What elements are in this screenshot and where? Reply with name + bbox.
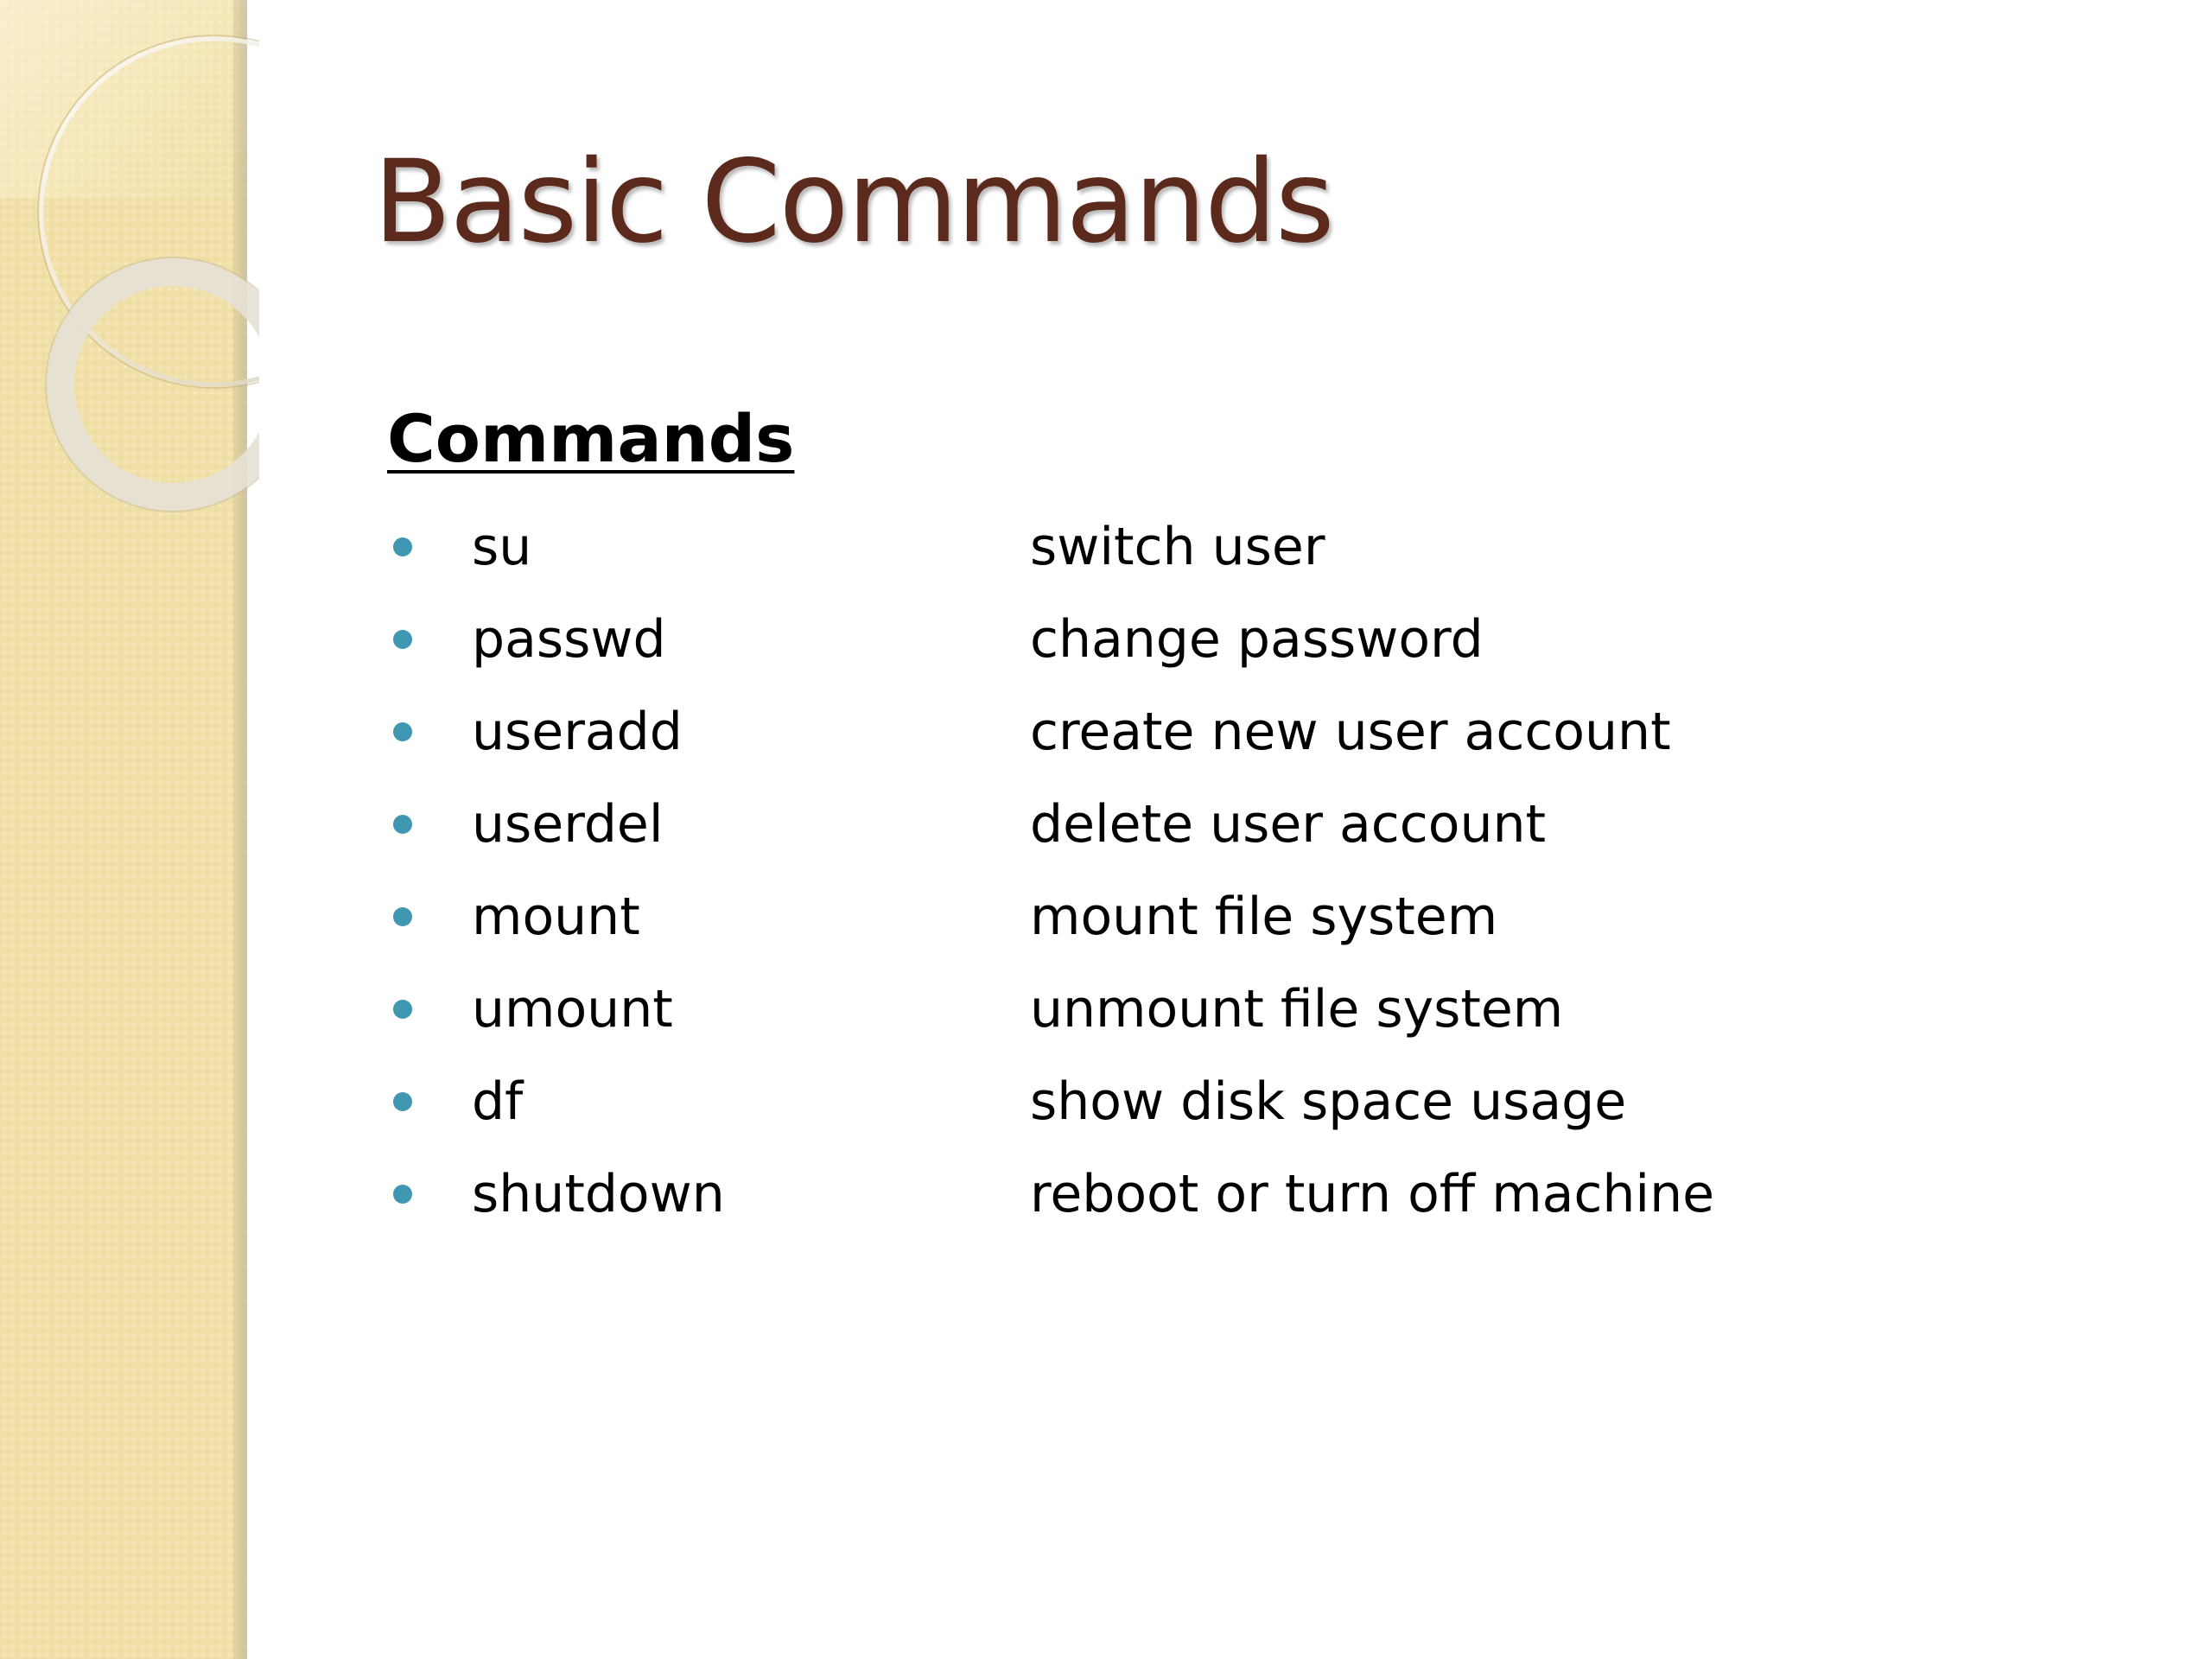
- bullet-icon: [393, 630, 412, 649]
- command-description: change password: [1030, 609, 1484, 670]
- bullet-icon: [393, 815, 412, 834]
- bullet-icon: [393, 1092, 412, 1111]
- list-item: [380, 508, 1763, 601]
- command-name: umount: [472, 979, 673, 1039]
- list-item: [380, 1155, 1763, 1248]
- command-name: userdel: [472, 794, 664, 855]
- command-list: [380, 508, 1763, 1248]
- page-title: Basic Commands: [373, 136, 1333, 269]
- command-description: delete user account: [1030, 794, 1547, 855]
- bullet-icon: [393, 537, 412, 556]
- command-description: reboot or turn off machine: [1030, 1164, 1715, 1224]
- command-name: passwd: [472, 609, 666, 670]
- list-item: [380, 785, 1763, 878]
- decorative-rings: [0, 0, 259, 553]
- command-description: create new user account: [1030, 702, 1671, 762]
- list-item: [380, 970, 1763, 1063]
- section-heading: Commands: [387, 400, 795, 477]
- bullet-icon: [393, 1185, 412, 1204]
- command-description: switch user: [1030, 517, 1325, 577]
- command-description: mount file system: [1030, 887, 1498, 947]
- bullet-icon: [393, 722, 412, 741]
- bullet-icon: [393, 907, 412, 926]
- list-item: [380, 601, 1763, 693]
- bullet-icon: [393, 1000, 412, 1019]
- command-name: df: [472, 1071, 524, 1132]
- list-item: [380, 878, 1763, 970]
- command-name: shutdown: [472, 1164, 725, 1224]
- list-item: [380, 693, 1763, 785]
- command-description: unmount file system: [1030, 979, 1564, 1039]
- command-name: mount: [472, 887, 640, 947]
- command-name: useradd: [472, 702, 683, 762]
- command-name: su: [472, 517, 532, 577]
- list-item: [380, 1063, 1763, 1155]
- command-description: show disk space usage: [1030, 1071, 1627, 1132]
